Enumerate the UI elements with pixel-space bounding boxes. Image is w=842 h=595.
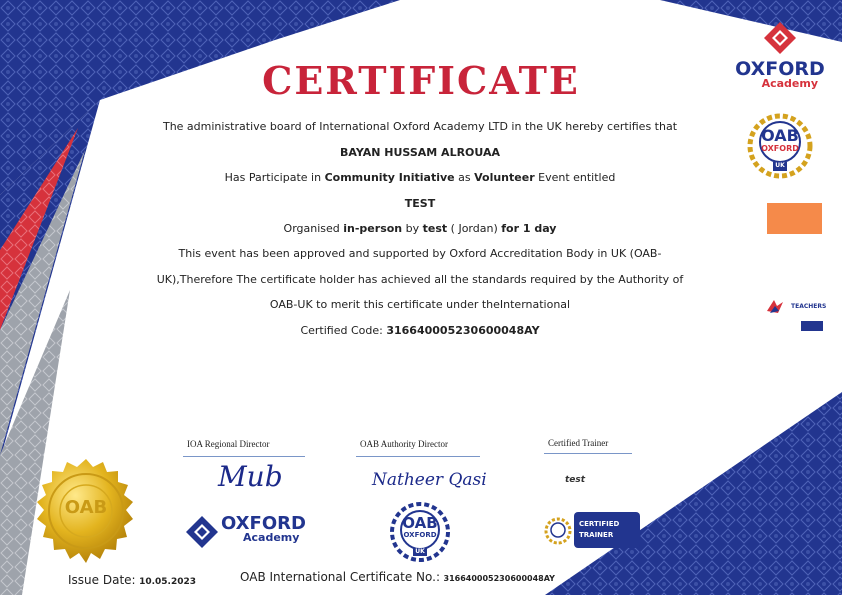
orange-logo-placeholder <box>767 203 822 234</box>
certificate-title: CERTIFICATE <box>262 58 580 103</box>
oxford-logo-subtext: Academy <box>761 77 818 90</box>
oxford-bottom-subtext: Academy <box>243 531 300 544</box>
event-title: TEST <box>404 197 436 210</box>
participation-suffix: Event entitled <box>538 171 616 184</box>
director-rule <box>183 456 305 457</box>
director-signature: Mub <box>218 460 283 493</box>
organised-by: by <box>405 222 420 235</box>
authority-signature: Natheer Qasi <box>372 470 487 490</box>
certified-code-label: Certified Code: <box>300 324 383 337</box>
recipient-name: BAYAN HUSSAM ALROUAA <box>339 146 501 159</box>
authority-rule <box>356 456 480 457</box>
certificate-number-value: 316640005230600048AY <box>443 574 555 583</box>
organizer-name: test <box>422 222 448 235</box>
oab-badge-subtext: OXFORD <box>761 144 799 153</box>
approval-line-2: UK),Therefore The certificate holder has achieved all the standards required by the Authority of <box>156 273 684 286</box>
director-title: IOA Regional Director <box>187 439 270 449</box>
oab-badge-uk: UK <box>775 162 785 169</box>
oab-badge <box>741 108 819 180</box>
event-mode: in-person <box>343 222 403 235</box>
oab-bottom-subtext: OXFORD <box>403 531 437 539</box>
teachers-logo <box>765 297 827 337</box>
organizer-country: ( Jordan) <box>450 222 498 235</box>
trainer-badge-line2: TRAINER <box>579 531 614 539</box>
oxford-academy-logo <box>728 20 832 95</box>
authority-title: OAB Authority Director <box>360 439 448 449</box>
intro-text: The administrative board of International Oxford Academy LTD in the UK hereby certifies that <box>162 120 678 133</box>
teachers-logo-text: TEACHERS <box>791 303 827 310</box>
trainer-badge-box <box>574 512 640 548</box>
issue-date-line <box>68 573 196 587</box>
certificate-number-line <box>240 570 555 584</box>
initiative-type: Community Initiative <box>324 171 455 184</box>
oxford-academy-bottom-logo <box>185 511 305 551</box>
certificate-number-label: OAB International Certificate No.: <box>240 570 441 584</box>
oxford-logo-text: OXFORD <box>735 58 825 80</box>
teachers-emblem-icon <box>765 297 785 317</box>
teachers-logo-badge <box>801 321 823 331</box>
participation-line <box>110 171 730 184</box>
approval-line-3: OAB-UK to merit this certificate under theInternational <box>269 298 571 311</box>
issue-date-label: Issue Date: <box>68 573 136 587</box>
certified-trainer-badge <box>544 512 640 548</box>
trainer-seal-icon <box>544 517 572 545</box>
certified-code-line <box>110 324 730 337</box>
oxford-diamond-bottom-icon <box>185 515 219 549</box>
gold-seal <box>32 457 140 565</box>
oab-bottom-uk: UK <box>415 548 425 555</box>
participation-as: as <box>458 171 471 184</box>
approval-line-1: This event has been approved and supported by Oxford Accreditation Body in UK (OAB- <box>178 247 662 260</box>
oab-badge-text: OAB <box>761 126 799 145</box>
oab-bottom-text: OAB <box>402 514 438 532</box>
event-duration: for 1 day <box>501 222 557 235</box>
trainer-badge-line1: CERTIFIED <box>579 520 620 528</box>
oab-bottom-badge <box>386 500 454 564</box>
trainer-name: test <box>565 475 586 485</box>
oxford-diamond-icon <box>728 20 832 56</box>
organised-line <box>110 222 730 235</box>
issue-date-value: 10.05.2023 <box>139 577 197 587</box>
trainer-rule <box>544 453 632 454</box>
trainer-title: Certified Trainer <box>548 438 609 448</box>
oxford-bottom-text: OXFORD <box>221 513 306 534</box>
gold-seal-text: OAB <box>64 497 108 518</box>
certified-code-value: 316640005230600048AY <box>386 324 540 337</box>
organised-prefix: Organised <box>283 222 340 235</box>
participation-prefix: Has Participate in <box>224 171 322 184</box>
participant-role: Volunteer <box>474 171 535 184</box>
